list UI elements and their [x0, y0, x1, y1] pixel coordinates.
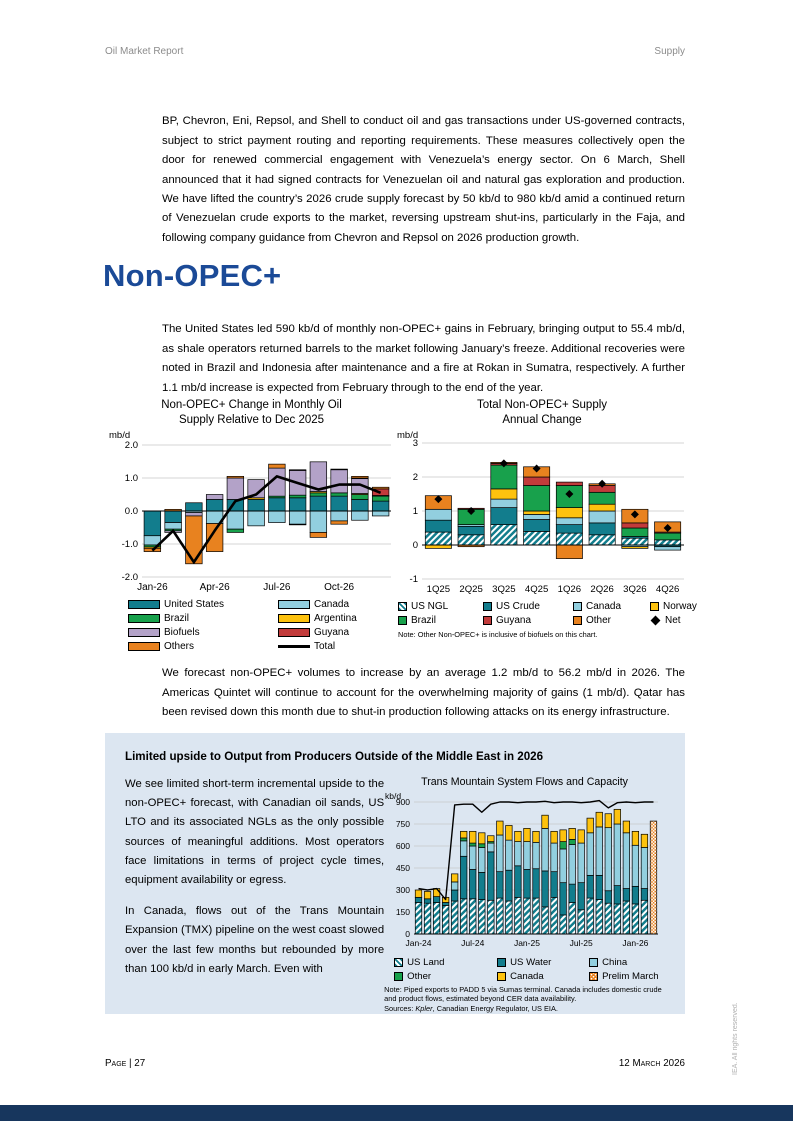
chart-tmx-plot: [384, 790, 662, 950]
legend-swatch: [394, 972, 403, 981]
chart-tmx: [384, 775, 665, 1013]
svg-text:1.0: 1.0: [124, 473, 138, 484]
svg-text:Jan-24: Jan-24: [405, 937, 432, 948]
svg-text:0.0: 0.0: [124, 506, 138, 517]
chart-tmx-title: Trans Mountain System Flows and Capacity: [421, 776, 628, 788]
chart-monthly-change: [108, 398, 395, 652]
svg-text:0: 0: [405, 928, 411, 939]
chart-title-line2: Supply Relative to Dec 2025: [178, 413, 325, 426]
legend-swatch: [128, 614, 160, 623]
chart-annual-change-plot: [396, 429, 688, 597]
svg-text:1: 1: [412, 506, 418, 517]
legend-item-canada: [497, 971, 589, 982]
chart-annual-change-legend: [398, 601, 697, 626]
feature-box-columns: [125, 775, 665, 1013]
legend-item-total: [278, 641, 395, 652]
svg-text:Jul-26: Jul-26: [263, 582, 291, 593]
footer-page-number: Page | 27: [105, 1058, 146, 1069]
legend-item-us-water: [497, 957, 589, 968]
legend-item-brazil: [398, 615, 483, 626]
chart-annual-change: [396, 398, 697, 652]
legend-swatch: [128, 600, 160, 609]
legend-swatch: [278, 600, 310, 609]
legend-item-canada: [573, 601, 650, 612]
legend-label: Others: [164, 641, 195, 652]
legend-item-guyana: [278, 627, 395, 638]
legend-item-prelim-march: [589, 971, 665, 982]
legend-label: Guyana: [314, 627, 350, 638]
svg-text:mb/d: mb/d: [109, 430, 131, 441]
svg-text:750: 750: [395, 818, 411, 829]
legend-label: Canada: [314, 599, 350, 610]
svg-text:450: 450: [395, 862, 411, 873]
svg-text:mb/d: mb/d: [397, 430, 419, 441]
legend-swatch: [278, 628, 310, 637]
chart-tmx-legend: [394, 957, 665, 982]
legend-label: Other: [407, 970, 432, 982]
copyright-sidenote: IEA. All rights reserved.: [732, 1002, 739, 1075]
bottom-bar: [0, 1105, 793, 1121]
svg-text:-2.0: -2.0: [121, 572, 138, 583]
chart-annual-change-title: [396, 398, 688, 427]
header-report-title: Oil Market Report: [105, 46, 184, 57]
svg-text:4Q26: 4Q26: [655, 584, 680, 595]
legend-item-canada: [278, 599, 395, 610]
legend-label: Other: [586, 615, 612, 626]
svg-text:0: 0: [412, 540, 418, 551]
charts-row: [108, 398, 697, 652]
legend-swatch: [128, 642, 160, 651]
legend-item-others: [128, 641, 278, 652]
page-footer: [105, 1058, 685, 1069]
svg-text:4Q25: 4Q25: [524, 584, 549, 595]
legend-label: Prelim March: [602, 970, 659, 982]
legend-label: US Land: [407, 956, 445, 968]
svg-text:-1: -1: [409, 574, 418, 585]
feature-box-title: Limited upside to Output from Producers Outside of the Middle East in 2026: [125, 750, 544, 763]
legend-item-norway: [650, 601, 697, 612]
legend-swatch: [651, 616, 661, 626]
chart-annual-change-note: Note: Other Non-OPEC+ is inclusive of biofuels on this chart.: [398, 630, 598, 639]
svg-text:300: 300: [395, 884, 411, 895]
svg-text:kb/d: kb/d: [385, 790, 402, 801]
svg-text:2Q25: 2Q25: [459, 584, 483, 595]
legend-swatch: [497, 958, 506, 967]
svg-text:Jan-25: Jan-25: [514, 937, 541, 948]
legend-swatch: [573, 616, 582, 625]
legend-label: United States: [164, 599, 225, 610]
legend-swatch: [278, 645, 310, 648]
legend-swatch: [589, 972, 598, 981]
svg-text:-1.0: -1.0: [121, 539, 138, 550]
legend-swatch: [573, 602, 582, 611]
legend-item-net: [650, 615, 697, 626]
legend-swatch: [589, 958, 598, 967]
legend-label: Net: [665, 615, 681, 626]
svg-text:2.0: 2.0: [124, 440, 138, 451]
svg-text:3Q26: 3Q26: [623, 584, 647, 595]
svg-text:2Q26: 2Q26: [590, 584, 614, 595]
legend-item-us-land: [394, 957, 497, 968]
svg-text:3Q25: 3Q25: [492, 584, 516, 595]
section-heading: Non-OPEC+: [103, 258, 282, 293]
chart-tmx-note: [384, 985, 665, 1014]
svg-text:150: 150: [395, 906, 411, 917]
header-section-label: Supply: [654, 46, 685, 57]
paragraph-venezuela: BP, Chevron, Eni, Repsol, and Shell to conduct oil and gas transactions under US-governed contracts, subject to strict payment routing and reporting requirements. These measures collectively open the door for renewed commercial engagement with Venezuela’s energy sector. On 6 March, Shell announced that it had signed contracts for Venezuelan oil and natural gas exploration and production. We have lifted the country’s 2026 crude supply forecast by 50 kb/d to 980 kb/d amid a continued return of Venezuelan crude exports to the market, reversing upstream shut-ins, particularly in the Faja, and following company guidance from Chevron and Repsol on 2026 production growth.: [162, 115, 685, 244]
feature-box: [105, 733, 685, 1014]
legend-label: Biofuels: [164, 627, 200, 638]
svg-text:1Q25: 1Q25: [426, 584, 451, 595]
legend-label: Canada: [586, 601, 622, 612]
legend-label: Norway: [663, 601, 697, 612]
legend-item-other: [573, 615, 650, 626]
legend-label: Brazil: [164, 613, 190, 624]
svg-text:2: 2: [412, 472, 418, 483]
chart-monthly-change-plot: [108, 429, 395, 595]
paragraph-us-gains: The United States led 590 kb/d of monthly non-OPEC+ gains in February, bringing output to 55.4 mb/d, as shale operators returned barrels to the market following January’s freeze. Additional recoveries were noted in Brazil and Indonesia after maintenance and a fire at Rokan in Sumatra, respectively. A further 1.1 mb/d increase is expected from February through to the end of the year.: [162, 323, 685, 394]
svg-text:Oct-26: Oct-26: [324, 582, 355, 593]
chart-title-line2: Annual Change: [502, 413, 582, 426]
box-paragraph-1: We see limited short-term incremental upside to the non-OPEC+ forecast, with Canadian oil sands, US LTO and its associated NGLs as the only possible sources of meaningful additions. Most operators face limitations in terms of project cycle times, equipment availability or egress.: [125, 778, 385, 887]
legend-label: US NGL: [411, 601, 449, 612]
legend-item-us-crude: [483, 601, 573, 612]
legend-swatch: [398, 602, 407, 611]
legend-label: Argentina: [314, 613, 357, 624]
page-header: [105, 46, 685, 57]
legend-swatch: [483, 616, 492, 625]
legend-swatch: [650, 602, 659, 611]
legend-swatch: [483, 602, 492, 611]
sources-prefix: Sources:: [384, 1003, 416, 1013]
legend-item-guyana: [483, 615, 573, 626]
sources-suffix: , Canadian Energy Regulator, US EIA.: [432, 1003, 558, 1013]
chart-monthly-change-title: [108, 398, 395, 427]
paragraph-forecast: We forecast non-OPEC+ volumes to increase by an average 1.2 mb/d to 56.2 mb/d in 2026. The Americas Quintet will continue to account for the overwhelming majority of gains (1 mb/d). Qatar has been revised down this month due to shut-in production following attacks on its energy infrastructure.: [162, 667, 685, 719]
legend-swatch: [128, 628, 160, 637]
svg-text:Apr-26: Apr-26: [199, 582, 230, 593]
legend-swatch: [278, 614, 310, 623]
chart-tmx-note-text: Note: Piped exports to PADD 5 via Sumas terminal. Canada includes domestic crude and product flows, estimated beyond CER data availability.: [384, 984, 662, 1003]
legend-item-brazil: [128, 613, 278, 624]
legend-item-china: [589, 957, 665, 968]
footer-date: 12 March 2026: [618, 1058, 685, 1069]
svg-text:Jul-24: Jul-24: [461, 937, 485, 948]
legend-item-us-ngl: [398, 601, 483, 612]
legend-item-argentina: [278, 613, 395, 624]
legend-swatch: [394, 958, 403, 967]
legend-label: Total: [314, 641, 336, 652]
legend-item-united-states: [128, 599, 278, 610]
svg-text:600: 600: [395, 840, 411, 851]
svg-text:3: 3: [412, 438, 418, 449]
legend-item-biofuels: [128, 627, 278, 638]
legend-swatch: [497, 972, 506, 981]
box-paragraph-2: In Canada, flows out of the Trans Mountain Expansion (TMX) pipeline on the west coast slowed over the last few months but rebounded by more than 100 kb/d in early March. Even with: [125, 905, 385, 975]
legend-label: US Water: [510, 956, 552, 968]
sources-kpler: Kpler: [415, 1003, 433, 1013]
legend-label: Guyana: [496, 615, 532, 626]
legend-label: US Crude: [496, 601, 540, 612]
chart-tmx-sources: [384, 1004, 665, 1013]
chart-monthly-change-legend: [128, 599, 395, 652]
chart-title-line1: Total Non-OPEC+ Supply: [476, 399, 608, 411]
svg-text:Jul-25: Jul-25: [569, 937, 593, 948]
legend-swatch: [398, 616, 407, 625]
chart-title-line1: Non-OPEC+ Change in Monthly Oil: [161, 399, 342, 411]
svg-text:900: 900: [395, 796, 411, 807]
legend-label: Brazil: [411, 615, 437, 626]
legend-item-other: [394, 971, 497, 982]
legend-label: Canada: [510, 970, 544, 982]
feature-box-text: [125, 775, 384, 1013]
svg-text:1Q26: 1Q26: [557, 584, 582, 595]
legend-label: China: [602, 956, 628, 968]
svg-text:Jan-26: Jan-26: [137, 582, 168, 593]
svg-text:Jan-26: Jan-26: [622, 937, 649, 948]
